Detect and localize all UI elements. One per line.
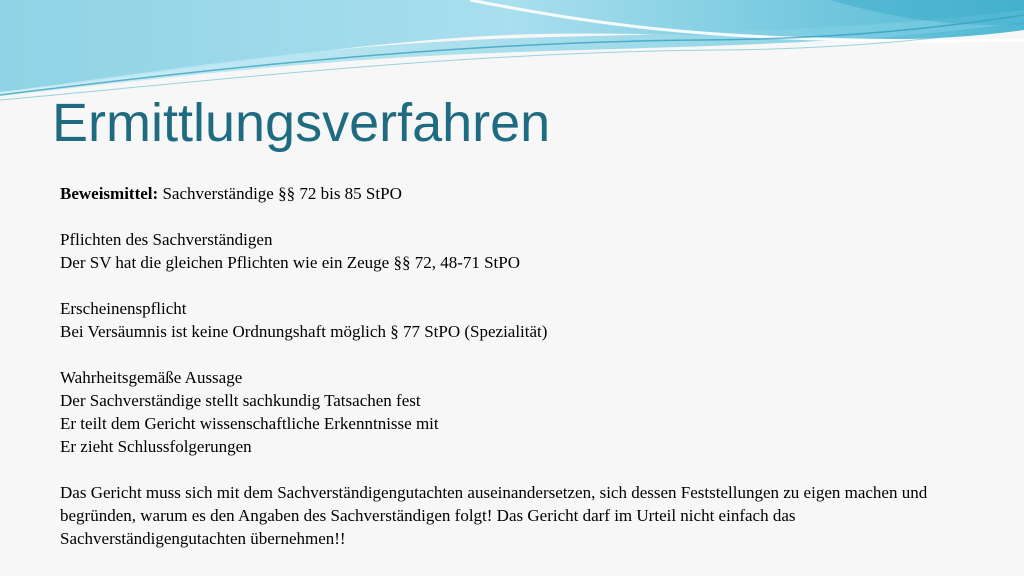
heading-rest: Sachverständige §§ 72 bis 85 StPO (158, 184, 402, 203)
heading-bold: Beweismittel: (60, 184, 159, 203)
section1-line2: Der SV hat die gleichen Pflichten wie ein Zeuge §§ 72, 48-71 StPO (60, 253, 521, 272)
closing-paragraph: Das Gericht muss sich mit dem Sachverständigengutachten auseinandersetzen, sich dessen Feststellungen zu eigen machen und begründen, warum es den Angaben des Sachverständigen folgt! Das Gericht darf im Urteil nicht einfach das Sachverständigengutachten übernehmen!! (60, 483, 928, 548)
section2-line2: Bei Versäumnis ist keine Ordnungshaft möglich § 77 StPO (Spezialität) (60, 322, 548, 341)
slide-title: Ermittlungsverfahren (52, 93, 551, 153)
slide-body (60, 182, 940, 550)
section3-line4: Er zieht Schlussfolgerungen (60, 437, 252, 456)
section2-line1: Erscheinenspflicht (60, 299, 187, 318)
section3-line1: Wahrheitsgemäße Aussage (60, 368, 243, 387)
section3-line3: Er teilt dem Gericht wissenschaftliche Erkenntnisse mit (60, 414, 439, 433)
section1-line1: Pflichten des Sachverständigen (60, 230, 273, 249)
heading-line (60, 182, 940, 205)
section3-line2: Der Sachverständige stellt sachkundig Tatsachen fest (60, 391, 421, 410)
